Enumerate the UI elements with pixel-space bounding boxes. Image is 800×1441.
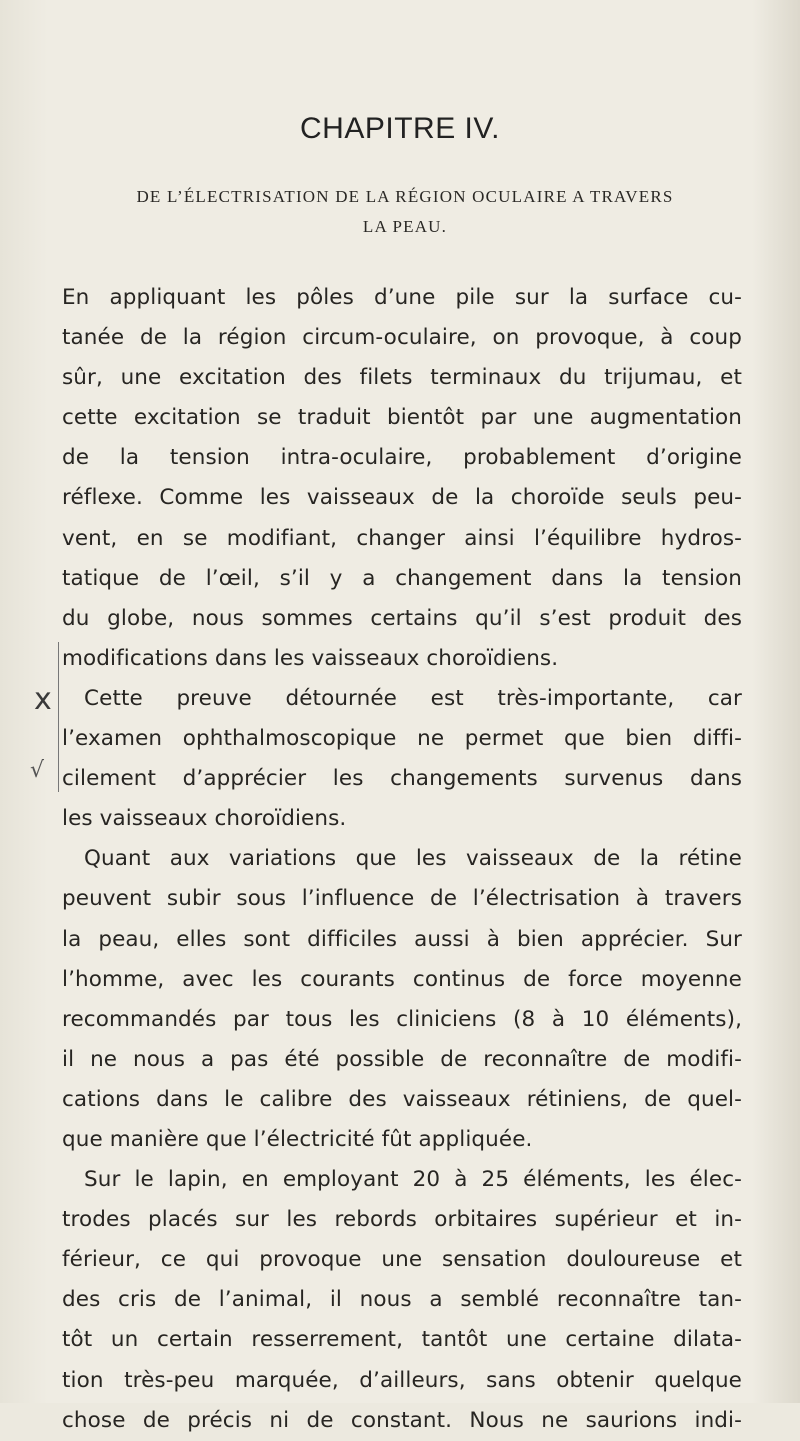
body-text [62,278,742,1441]
paragraph-1 [62,278,742,679]
text-line: Quant aux variations que les vaisseaux de la rétine [84,846,742,872]
text-line: des cris de l’animal, il nous a semblé reconnaître tan- [62,1287,742,1313]
text-line: que manière que l’électricité fût appliquée. [62,1126,533,1152]
text-line: cations dans le calibre des vaisseaux rétiniens, de quel- [62,1086,742,1112]
text-line: les vaisseaux choroïdiens. [62,806,347,832]
text-line: En appliquant les pôles d’une pile sur la surface cu- [62,285,742,310]
margin-check-mark: √ [30,758,45,783]
subtitle-line-2: LA PEAU. [362,217,448,236]
chapter-title: CHAPITRE IV. [300,112,500,145]
text-line: la peau, elles sont difficiles aussi à bien apprécier. Sur [62,926,742,952]
text-line: tôt un certain resserrement, tantôt une certaine dilata- [62,1327,742,1353]
subtitle-line-1: DE L’ÉLECTRISATION DE LA RÉGION OCULAIRE A TRAVERS [136,187,674,206]
text-line: férieur, ce qui provoque une sensation douloureuse et [62,1247,742,1273]
text-line: tatique de l’œil, s’il y a changement dans la tension [62,565,742,591]
text-line: peuvent subir sous l’influence de l’électrisation à travers [62,886,742,912]
paragraph-3 [62,839,742,1160]
text-line: chose de précis ni de constant. Nous ne saurions indi- [62,1407,742,1433]
text-line: Cette preuve détournée est très-importante, car [84,685,742,711]
paragraph-2 [62,679,742,839]
text-line: réflexe. Comme les vaisseaux de la choroïde seuls peu- [62,485,742,511]
text-line: il ne nous a pas été possible de reconnaître de modifi- [62,1046,742,1072]
chapter-subtitle [100,182,710,242]
margin-bracket [58,642,65,792]
text-line: cilement d’apprécier les changements survenus dans [62,766,742,792]
text-line: modifications dans les vaisseaux choroïdiens. [62,645,559,671]
text-line: cette excitation se traduit bientôt par une augmentation [62,405,742,431]
text-line: Sur le lapin, en employant 20 à 25 éléments, les élec- [84,1167,742,1193]
text-line: recommandés par tous les cliniciens (8 à 10 éléments), [62,1006,742,1032]
text-line: tion très-peu marquée, d’ailleurs, sans obtenir quelque [62,1367,742,1393]
text-line: de la tension intra-oculaire, probablement d’origine [62,445,742,471]
margin-x-mark: x [34,682,52,717]
text-line: trodes placés sur les rebords orbitaires supérieur et in- [62,1207,742,1233]
text-line: l’homme, avec les courants continus de force moyenne [62,966,742,992]
text-line: sûr, une excitation des filets terminaux du trijumau, et [62,365,742,391]
paragraph-4 [62,1160,742,1441]
text-line: du globe, nous sommes certains qu’il s’est produit des [62,605,742,631]
text-line: l’examen ophthalmoscopique ne permet que bien diffi- [62,726,742,752]
text-line: vent, en se modifiant, changer ainsi l’équilibre hydros- [62,525,742,551]
text-line: tanée de la région circum-oculaire, on provoque, à coup [62,325,742,351]
